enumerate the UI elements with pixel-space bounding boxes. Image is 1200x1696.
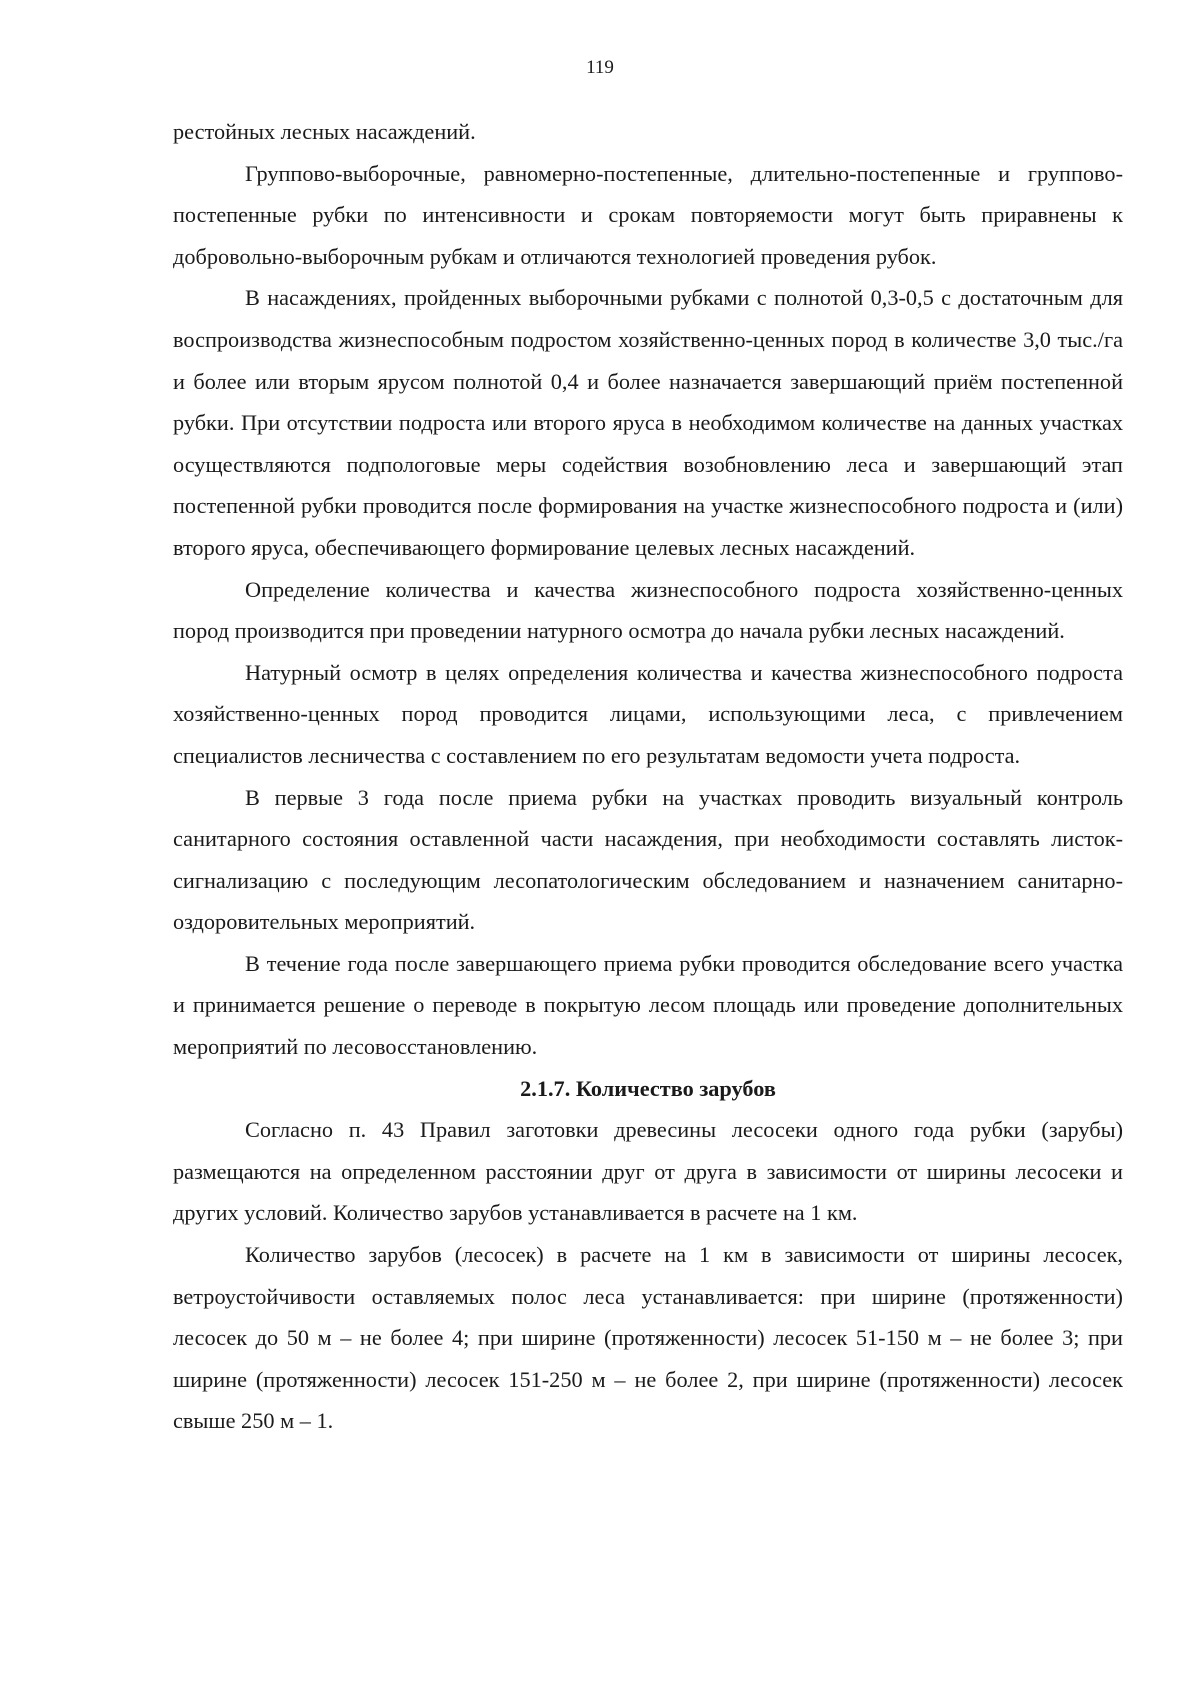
paragraph-final-cutting: В насаждениях, пройденных выборочными рубками с полнотой 0,3-0,5 с достаточным для воспроизводства жизнеспособным подростом хозяйственно-ценных пород в количестве 3,0 тыс./га и более или вторым ярусом полнотой 0,4 и более назначается завершающий приём постепенной рубки. При отсутствии подроста или второго яруса в необходимом количестве на данных участках осуществляются подпологовые меры содействия возобновлению леса и завершающий этап постепенной рубки проводится после формирования на участке жизнеспособного подроста и (или) второго яруса, обеспечивающего формирование целевых лесных насаждений. <box>173 285 1123 560</box>
paragraph-cutting-count: Количество зарубов (лесосек) в расчете на 1 км в зависимости от ширины лесосек, ветроустойчивости оставляемых полос леса устанавливается: при ширине (протяженности) лесосек до 50 м – не более 4; при ширине (протяженности) лесосек 51-150 м – не более 3; при ширине (протяженности) лесосек 151-250 м – не более 2, при ширине (протяженности) лесосек свыше 250 м – 1. <box>173 1242 1123 1434</box>
paragraph-continuation: рестойных лесных насаждений. <box>173 119 476 144</box>
section-heading: 2.1.7. Количество зарубов <box>520 1075 776 1101</box>
paragraph-visual-control: В первые 3 года после приема рубки на участках проводить визуальный контроль санитарного состояния оставленной части насаждения, при необходимости составлять листок-сигнализацию с последующим лесопатологическим обследованием и назначением санитарно-оздоровительных мероприятий. <box>173 784 1123 935</box>
paragraph-field-inspection: Натурный осмотр в целях определения количества и качества жизнеспособного подроста хозяйственно-ценных пород проводится лицами, использующими леса, с привлечением специалистов лесничества с составлением по его результатам ведомости учета подроста. <box>173 659 1123 768</box>
paragraph-cutting-types: Группово-выборочные, равномерно-постепенные, длительно-постепенные и группово-постепенные рубки по интенсивности и срокам повторяемости могут быть приравнены к добровольно-выборочным рубкам и отличаются технологией проведения рубок. <box>173 160 1123 269</box>
paragraph-site-survey: В течение года после завершающего приема рубки проводится обследование всего участка и принимается решение о переводе в покрытую лесом площадь или проведение дополнительных мероприятий по лесовосстановлению. <box>173 950 1123 1060</box>
document-body <box>173 111 1123 1442</box>
page-number: 119 <box>586 57 614 78</box>
paragraph-undergrowth-assessment: Определение количества и качества жизнеспособного подроста хозяйственно-ценных пород производится при проведении натурного осмотра до начала рубки лесных насаждений. <box>173 576 1123 644</box>
paragraph-cutting-rules: Согласно п. 43 Правил заготовки древесины лесосеки одного года рубки (зарубы) размещаются на определенном расстоянии друг от друга в зависимости от ширины лесосеки и других условий. Количество зарубов устанавливается в расчете на 1 км. <box>173 1117 1123 1226</box>
